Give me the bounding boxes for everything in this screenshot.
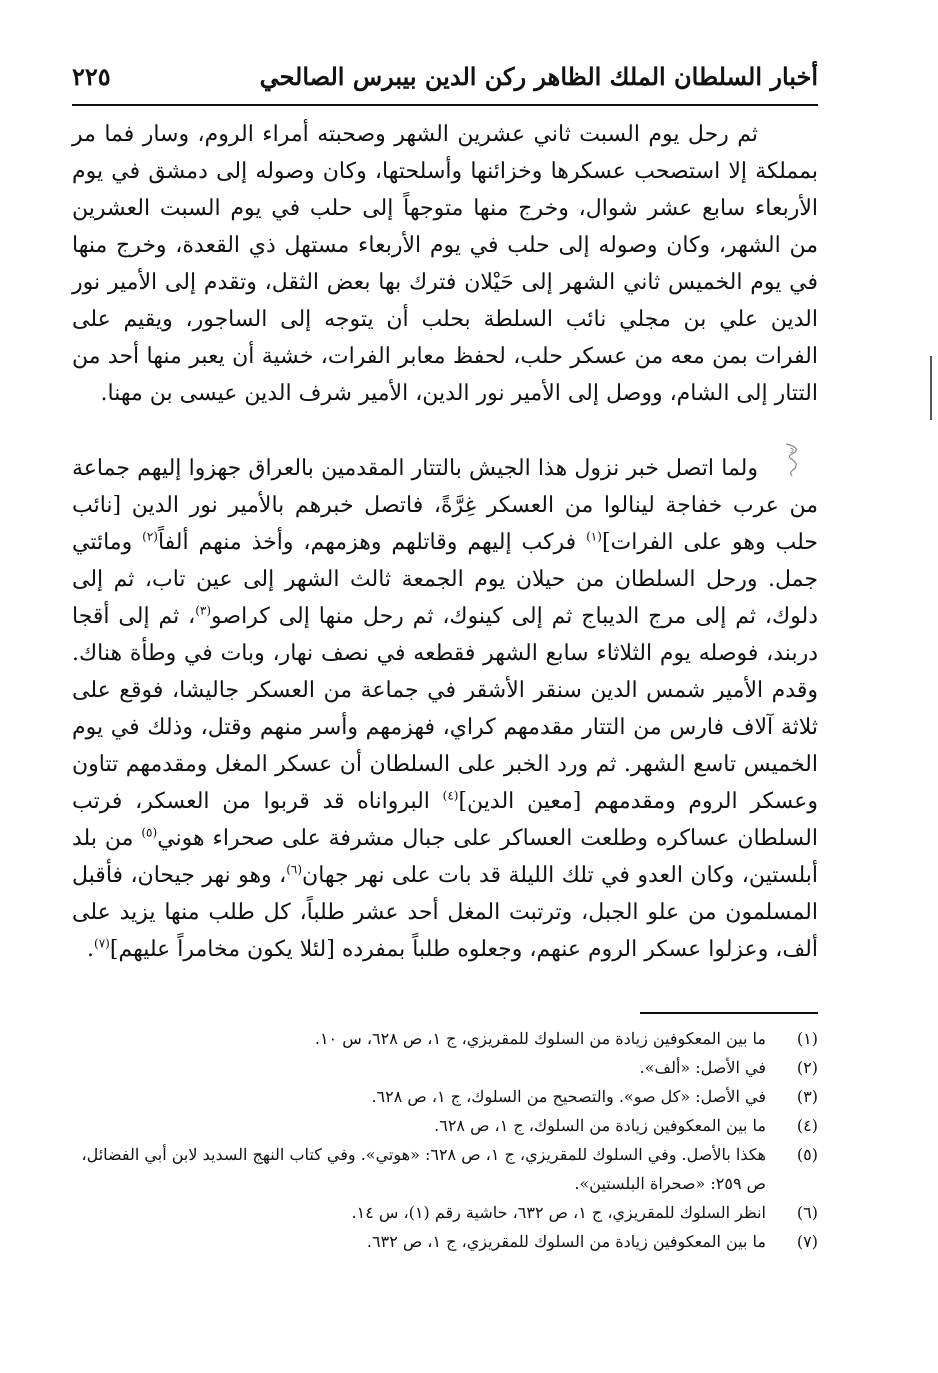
footnote [72, 1198, 818, 1227]
footnote-number: (٣) [796, 1087, 818, 1106]
footnote [72, 1082, 818, 1111]
footnote [72, 1140, 818, 1198]
footnote-ref: (٦) [286, 862, 303, 877]
footnote-text: في الأصل: «ألف». [639, 1058, 766, 1077]
footnote-rule [640, 1012, 818, 1014]
header-rule [72, 104, 818, 106]
footnote-ref: (٣) [195, 603, 212, 618]
footnote-ref: (٧) [94, 936, 110, 951]
margin-mark [930, 356, 932, 420]
text-segment: ، وهو نهر جيحان، فأقبل المسلمون من علو الجبل، وترتبت المغل أحد عشر طلباً، كل طلب منها يزيد على ألف، وعزلوا عسكر الروم عنهم، وجعلوه طلباً بمفرده [لئلا يكون مخامراً عليهم] [72, 863, 818, 962]
text-segment: ثم رحل يوم السبت ثاني عشرين الشهر وصحبته أمراء الروم، وسار فما مر بمملكة إلا استصحب عسكرها وخزائنها وأسلحتها، وكان وصوله إلى دمشق في يوم الأربعاء سابع عشر شوال، وخرج منها متوجهاً إلى حلب في يوم السبت العشرين من الشهر، وكان وصوله إلى حلب في يوم الأربعاء مستهل ذي القعدة، وخرج منها في يوم الخميس ثاني الشهر إلى حَيْلان فترك بها بعض الثقل، وتقدم إلى الأمير نور الدين علي بن مجلي نائب السلطة بحلب أن يتوجه إلى الساجور، ويقيم على الفرات بمن معه من عسكر حلب، لحفظ معابر الفرات، خشية أن يعبر منها أحد من التتار إلى الشام، ووصل إلى الأمير نور الدين، الأمير شرف الدين عيسى بن مهنا. [72, 122, 818, 406]
text-segment: ، ثم إلى أقجا دربند، فوصله يوم الثلاثاء سابع الشهر فقطعه في نصف نهار، وبات في وطأة هناك. وقدم الأمير شمس الدين سنقر الأشقر في جماعة من العسكر جاليشا، فوقع على ثلاثة آلاف فارس من التتار مقدمهم كراي، فهزمهم وأسر منهم وقتل، وذلك في يوم الخميس تاسع الشهر. ثم ورد الخبر على السلطان أن عسكر المغل ومقدمهم تتاون وعسكر الروم ومقدمهم [معين الدين] [72, 604, 818, 814]
paragraph [72, 116, 818, 412]
footnote-text: ما بين المعكوفين زيادة من السلوك للمقريزي، ج ١، ص ٦٣٢. [366, 1232, 766, 1251]
footnote-ref: (٤) [442, 788, 459, 803]
footnote-number: (٤) [796, 1116, 818, 1135]
footnote-number: (٧) [796, 1232, 818, 1251]
footnote-ref: (١) [586, 529, 602, 544]
footnote-text: انظر السلوك للمقريزي، ج ١، ص ٦٣٢، حاشية رقم (١)، س ١٤. [351, 1203, 766, 1222]
pencil-mark-icon [778, 440, 808, 480]
body-text [72, 116, 818, 968]
page-header [72, 62, 818, 106]
footnote [72, 1024, 818, 1053]
footnote-text: في الأصل: «كل صو». والتصحيح من السلوك، ج ١، ص ٦٢٨. [371, 1087, 766, 1106]
footnote-text: ما بين المعكوفين زيادة من السلوك، ج ١، ص ٦٢٨. [434, 1116, 766, 1135]
footnote-text: ما بين المعكوفين زيادة من السلوك للمقريزي، ج ١، ص ٦٢٨، س ١٠. [314, 1029, 766, 1048]
text-segment: . [87, 937, 95, 962]
running-title: أخبار السلطان الملك الظاهر ركن الدين بيبرس الصالحي [259, 62, 818, 91]
paragraph [72, 450, 818, 968]
footnotes [72, 1024, 818, 1256]
footnote-number: (٥) [796, 1145, 818, 1164]
footnote [72, 1111, 818, 1140]
text-segment: ولما اتصل خبر نزول هذا الجيش بالتتار المقدمين بالعراق جهزوا إليهم جماعة من عرب خفاجة لينالوا من العسكر غِرَّةً، فاتصل خبرهم بالأمير نور الدين [نائب حلب وهو على الفرات] [72, 456, 818, 555]
footnote-number: (٢) [796, 1058, 818, 1077]
footnote-text: هكذا بالأصل. وفي السلوك للمقريزي، ج ١، ص ٦٢٨: «هوتي». وفي كتاب النهج السديد لابن أبي الفضائل، ص ٢٥٩: «صحراة البلستين». [81, 1145, 766, 1193]
text-segment: ومائتي جمل. ورحل السلطان من حيلان يوم الجمعة ثالث الشهر إلى عين تاب، ثم إلى دلوك، ثم إلى مرج الديباج ثم إلى كينوك، ثم رحل منها إلى كراصو [72, 530, 818, 629]
footnote-number: (١) [796, 1029, 818, 1048]
footnote [72, 1053, 818, 1082]
footnote [72, 1227, 818, 1256]
footnote-ref: (٥) [141, 825, 158, 840]
text-segment: من بلد أبلستين، وكان العدو في تلك الليلة قد بات على نهر جهان [72, 826, 818, 888]
text-segment: البرواناه قد قربوا من العسكر، فرتب السلطان عساكره وطلعت العساكر على جبال مشرفة على صحراء هوني [72, 789, 818, 851]
footnote-ref: (٢) [142, 529, 158, 544]
page-number: ٢٢٥ [72, 62, 111, 91]
footnote-number: (٦) [796, 1203, 818, 1222]
text-segment: فركب إليهم وقاتلهم وهزمهم، وأخذ منهم ألفاً [157, 530, 587, 555]
